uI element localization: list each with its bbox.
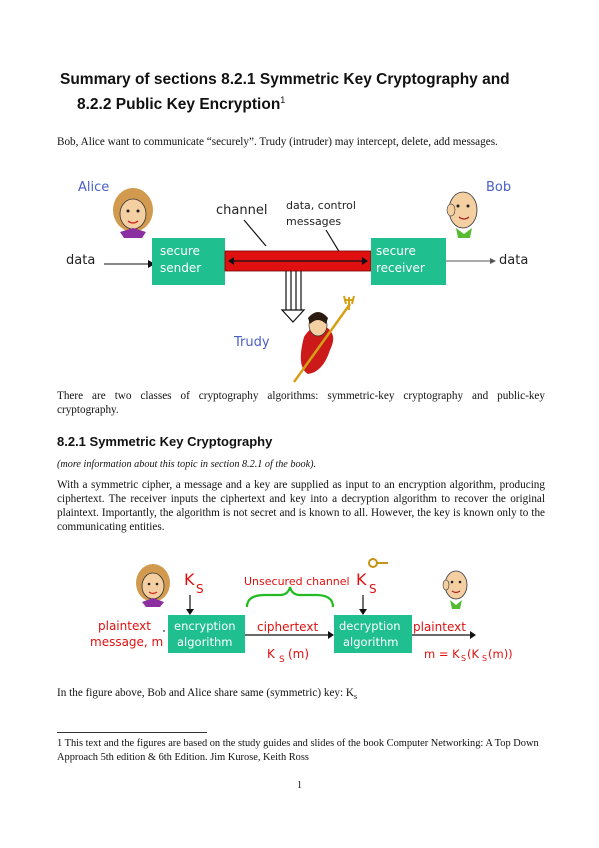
share-text: In the figure above, Bob and Alice share same (symmetric) key: K (57, 687, 354, 699)
right-key-arrowhead (359, 609, 367, 615)
unsecured-channel-label: Unsecured channel (244, 575, 350, 588)
title-line-2-text: 8.2.2 Public Key Encryption (77, 96, 281, 114)
page-number: 1 (297, 780, 302, 791)
left-key-k: K (184, 570, 195, 589)
title-line-1: Summary of sections 8.2.1 Symmetric Key Cryptography and (60, 71, 510, 88)
data-control-label-line1: data, control (286, 199, 356, 212)
dec-line2: algorithm (343, 635, 399, 649)
result-part1: m = K (424, 647, 460, 661)
symmetric-paragraph: With a symmetric cipher, a message and a key are supplied as input to an encryption algorithm, producing ciphertext. The receiver inputs the ciphertext and key into a decryption algorithm to recover the original plaintext. Importantly, the algorithm is not secret and is known to all. However, the key is known only to the communicating entities. (57, 479, 545, 533)
trudy-devil-icon (294, 296, 354, 382)
right-key-k: K (356, 570, 367, 589)
communication-figure (58, 172, 548, 384)
bob-face-icon (447, 192, 477, 238)
data-out-arrowhead (490, 258, 496, 264)
section-heading: 8.2.1 Symmetric Key Cryptography (57, 434, 273, 449)
plaintext-out-label: plaintext (413, 620, 466, 634)
symmetric-encryption-figure (80, 555, 530, 675)
data-control-label-line2: messages (286, 215, 342, 228)
plaintext-out-arrowhead (470, 631, 476, 639)
channel-label: channel (216, 203, 268, 218)
ksm-k: K (267, 647, 275, 661)
sender-line2: sender (160, 261, 202, 275)
sender-line1: secure (160, 244, 200, 258)
result-tail: (m)) (488, 647, 513, 661)
footnote-mark: 1 (280, 95, 286, 105)
left-key-arrowhead (186, 609, 194, 615)
enc-line1: encryption (174, 619, 236, 633)
section-note: (more information about this topic in section 8.2.1 of the book). (57, 459, 317, 470)
title-line-2 (60, 90, 560, 115)
share-paragraph (57, 686, 545, 704)
bob-face-icon (443, 571, 467, 609)
intro-paragraph: Bob, Alice want to communicate “securely”. Trudy (intruder) may intercept, delete, add messages. (57, 136, 498, 148)
footnote-rule (57, 732, 207, 733)
alice-label: Alice (78, 180, 110, 195)
channel-pointer (244, 220, 266, 246)
alice-face-icon (113, 188, 153, 238)
dec-line1: decryption (339, 619, 401, 633)
footnote: 1 This text and the figures are based on the study guides and slides of the book Computer Networking: A Top Down Approach 5th edition & 6th Edition. Jim Kurose, Keith Ross (57, 738, 539, 763)
alice-face-icon (136, 564, 170, 607)
receiver-line1: secure (376, 244, 416, 258)
plaintext-label-line2: message, m (90, 635, 164, 649)
classes-paragraph: There are two classes of cryptography algorithms: symmetric-key cryptography and public-key cryptography. (57, 390, 545, 416)
unsecured-brace (247, 587, 333, 607)
key-icon (369, 559, 388, 567)
left-key-s: S (196, 582, 204, 596)
plaintext-label-line1: plaintext (98, 619, 151, 633)
intercept-arrows (282, 271, 304, 322)
data-in-label: data (66, 253, 96, 268)
data-out-label: data (499, 253, 529, 268)
ciphertext-label: ciphertext (257, 620, 319, 634)
page-title (60, 70, 560, 115)
trudy-label: Trudy (234, 335, 270, 350)
result-sub1: S (461, 654, 467, 663)
receiver-line2: receiver (376, 261, 425, 275)
result-mid: (K (467, 647, 480, 661)
bob-label: Bob (486, 180, 512, 195)
ksm-s: S (279, 655, 285, 665)
ciphertext-arrowhead (328, 631, 334, 639)
ksm-tail: (m) (288, 647, 310, 661)
share-subscript: s (354, 692, 358, 702)
result-sub2: S (482, 654, 488, 663)
enc-line2: algorithm (177, 635, 233, 649)
right-key-s: S (369, 582, 377, 596)
